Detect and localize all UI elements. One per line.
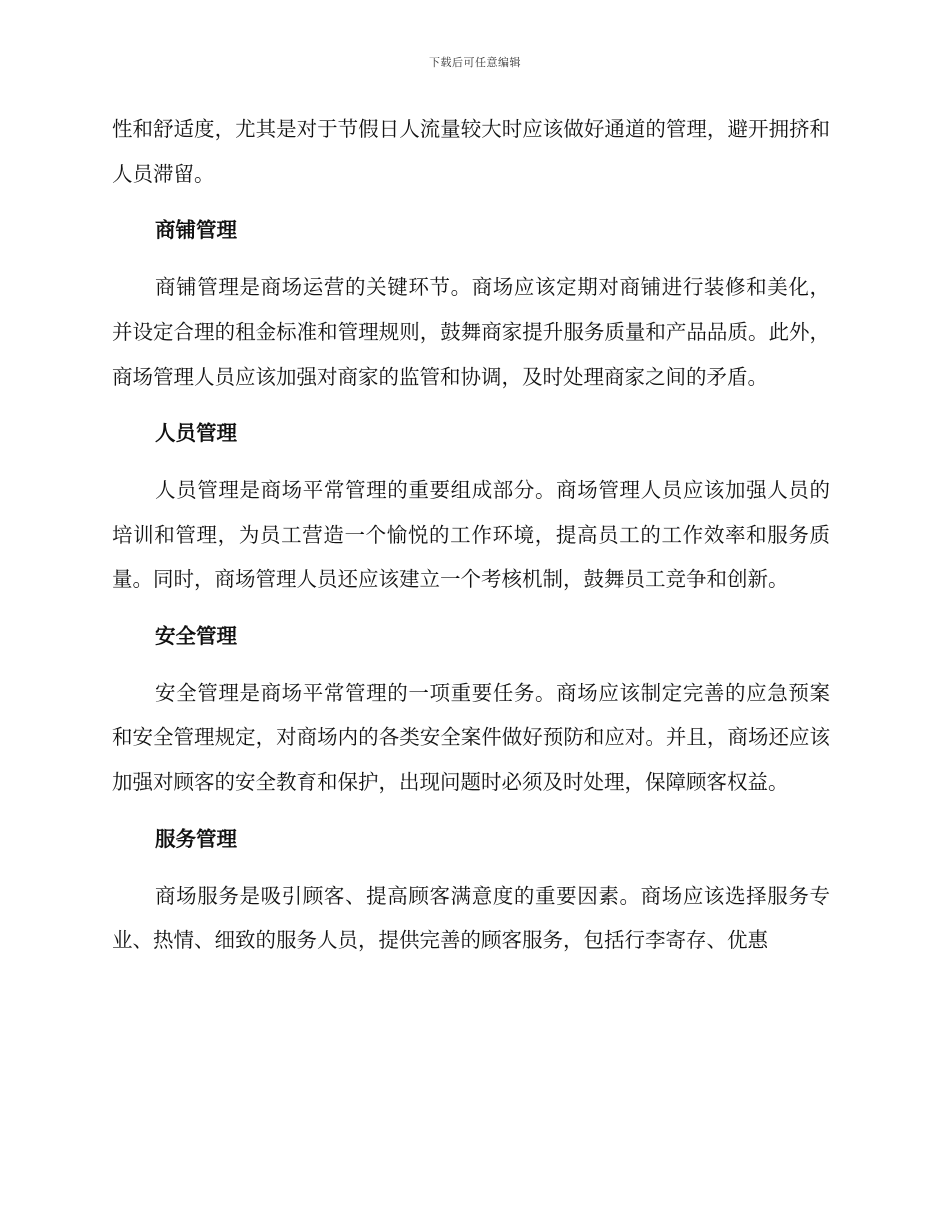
staff-management-paragraph: 人员管理是商场平常管理的重要组成部分。商场管理人员应该加强人员的培训和管理，为员工营造一个愉悦的工作环境，提高员工的工作效率和服务质量。同时，商场管理人员还应该建立一个考核机制，鼓舞员工竞争和创新。: [112, 477, 830, 592]
service-management-paragraph: 商场服务是吸引顾客、提高顾客满意度的重要因素。商场应该选择服务专业、热情、细致的服务人员，提供完善的顾客服务，包括行李寄存、优惠: [112, 883, 830, 953]
intro-paragraph: 性和舒适度，尤其是对于节假日人流量较大时应该做好通道的管理，避开拥挤和人员滞留。: [112, 117, 830, 186]
document-body: [112, 107, 830, 963]
staff-management-heading: 人员管理: [155, 421, 237, 446]
safety-management-paragraph: 安全管理是商场平常管理的一项重要任务。商场应该制定完善的应急预案和安全管理规定，对商场内的各类安全案件做好预防和应对。并且，商场还应该加强对顾客的安全教育和保护，出现问题时必须及时处理，保障顾客权益。: [112, 680, 830, 795]
shop-management-paragraph: 商铺管理是商场运营的关键环节。商场应该定期对商铺进行装修和美化，并设定合理的租金标准和管理规则，鼓舞商家提升服务质量和产品品质。此外，商场管理人员应该加强对商家的监管和协调，及时处理商家之间的矛盾。: [112, 275, 830, 389]
service-management-heading: 服务管理: [155, 826, 237, 851]
page-header: 下载后可任意编辑: [429, 56, 521, 69]
safety-management-heading: 安全管理: [155, 624, 237, 649]
shop-management-heading: 商铺管理: [155, 218, 237, 243]
